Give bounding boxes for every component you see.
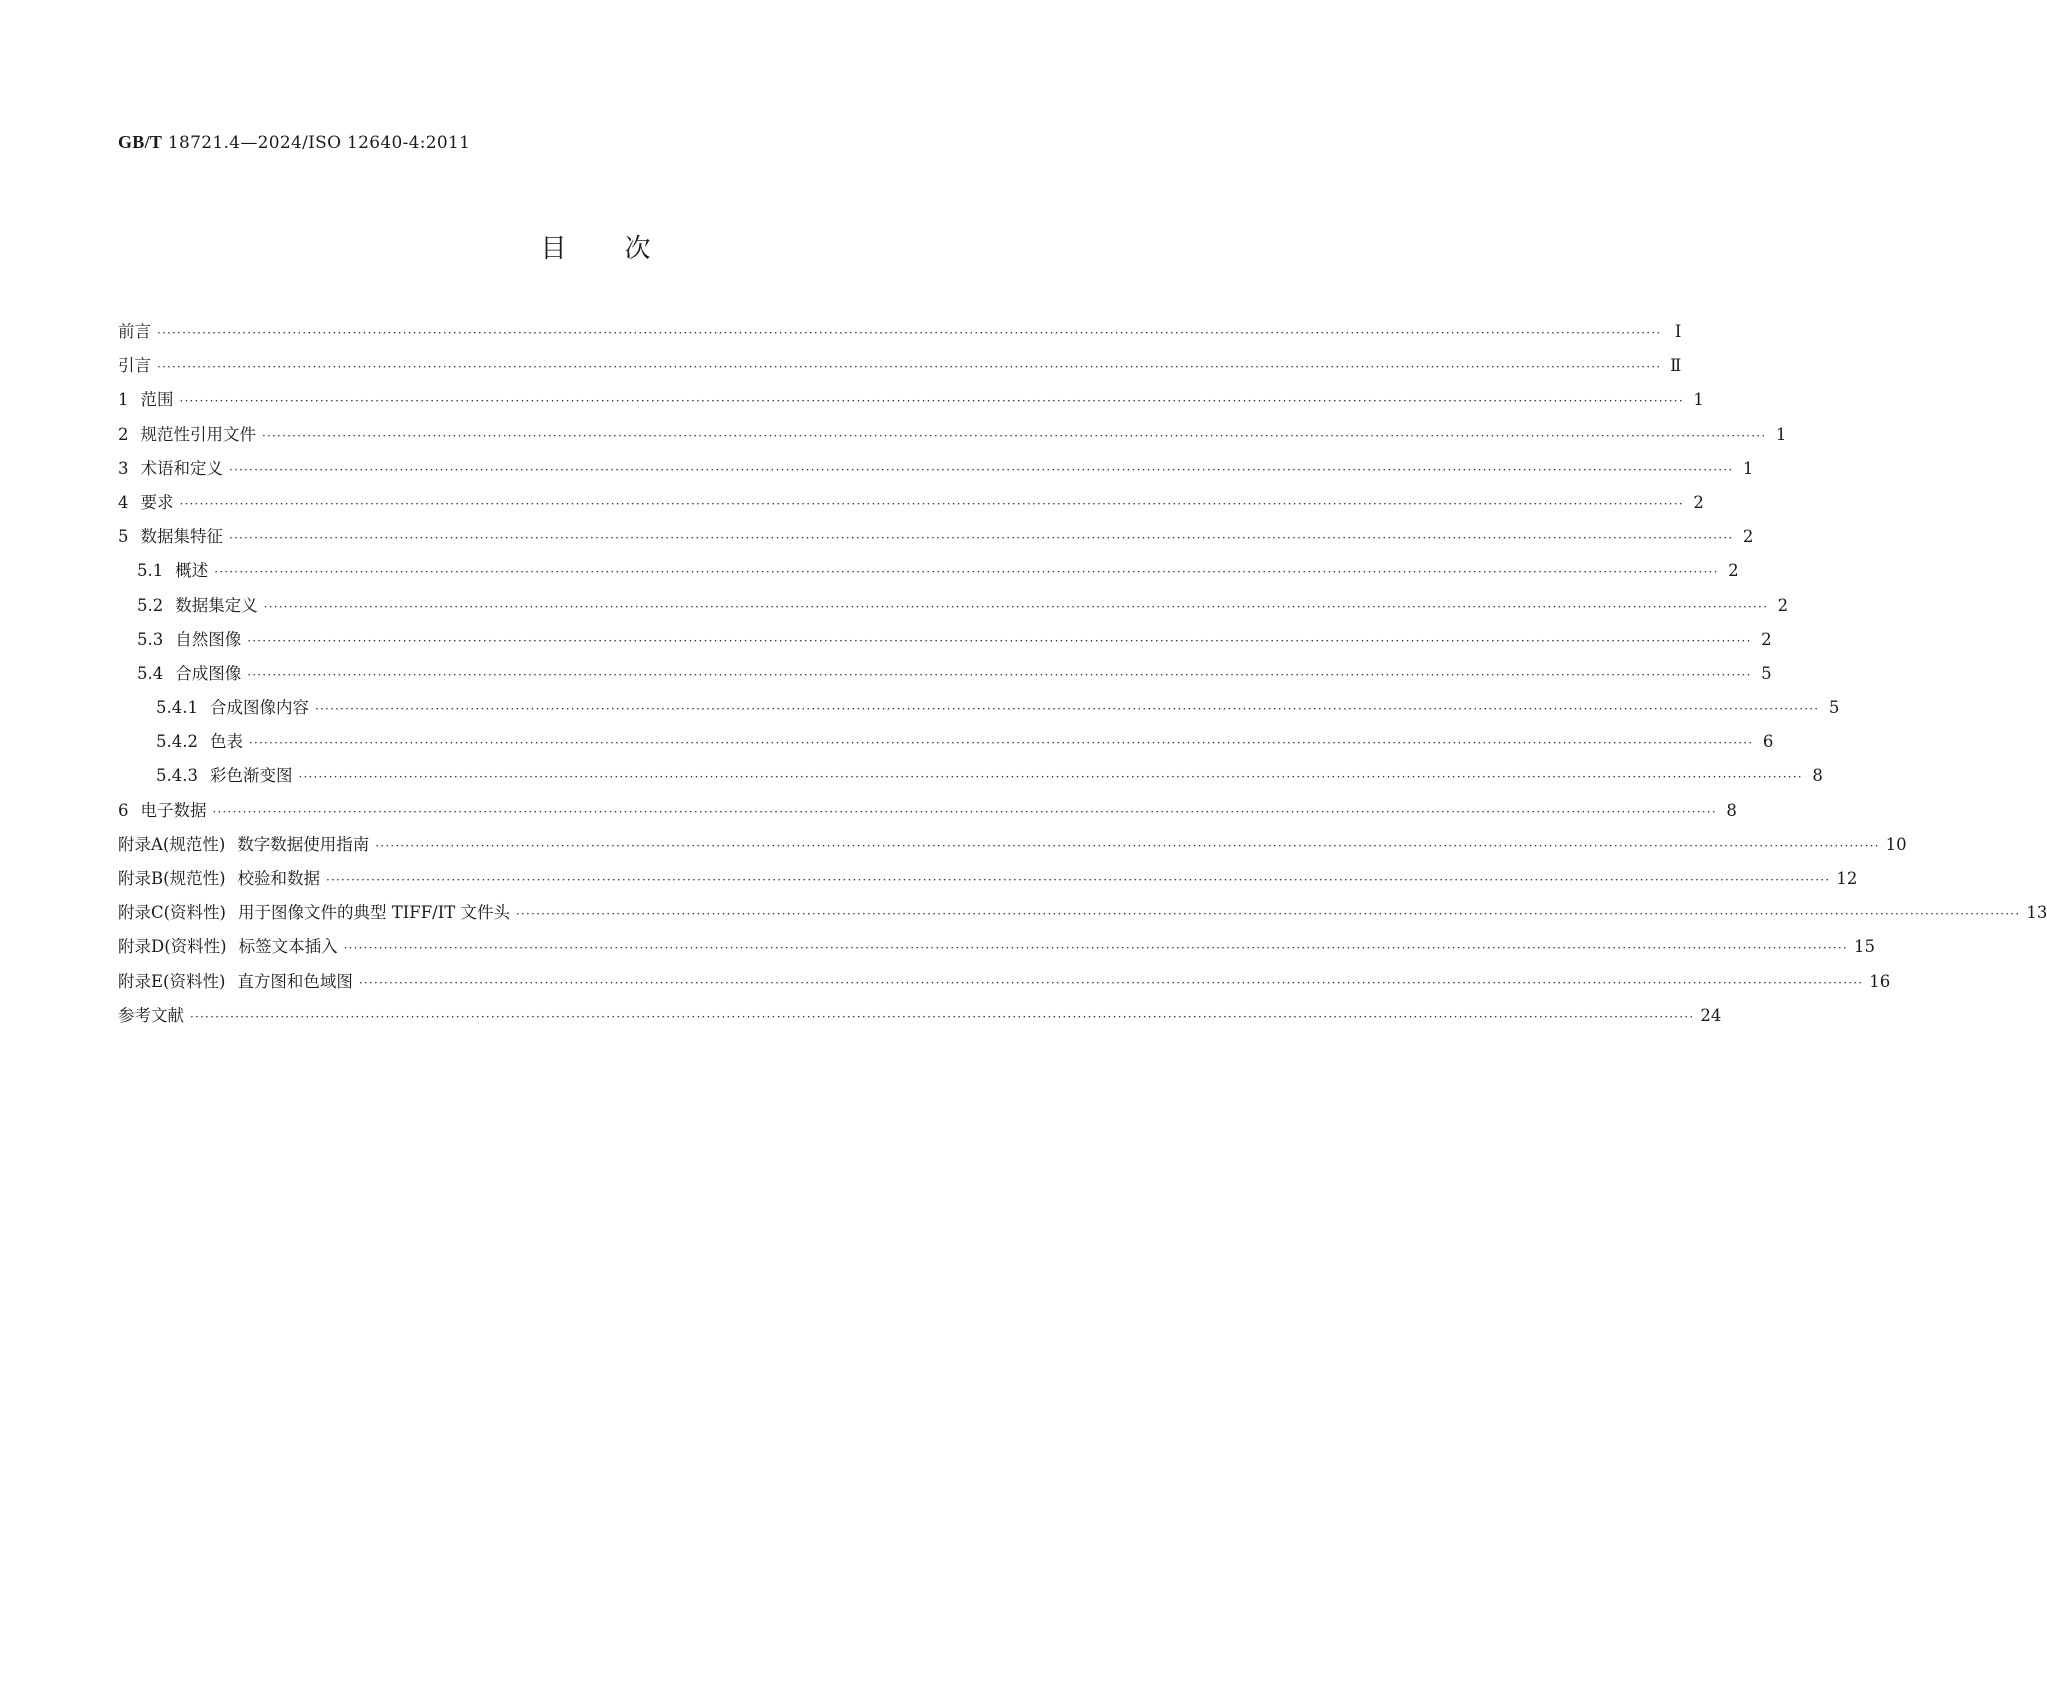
dot-leader: ············································································································································································································································································································ (516, 907, 2021, 922)
toc-entry-label: 用于图像文件的典型 TIFF/IT 文件头 (238, 903, 510, 923)
toc-entry[interactable] (118, 421, 1787, 455)
toc-entry-number: 6 (118, 800, 129, 820)
toc-entry-page: 13 (2026, 903, 2047, 923)
toc-entry-page: 2 (1742, 527, 1754, 547)
toc-entry-number: 5.3 (137, 629, 164, 649)
toc-entry-page: 8 (1726, 800, 1737, 820)
toc-entry-label: 数据集特征 (140, 527, 223, 547)
dot-leader: ············································································································································································································································································································ (343, 941, 1848, 956)
dot-leader: ············································································································································································································································································································ (157, 326, 1662, 340)
toc-entry-page: 5 (1828, 698, 1840, 718)
toc-entry-label: 概述 (175, 561, 209, 581)
toc-entry[interactable] (118, 797, 1737, 831)
toc-entry[interactable] (118, 968, 1891, 1002)
toc-entry-page: 1 (1742, 458, 1754, 478)
dot-leader: ············································································································································································································································································································ (179, 394, 1684, 409)
toc-entry[interactable] (118, 694, 1840, 728)
toc-entry[interactable] (118, 728, 1774, 762)
standard-code: GB/T (118, 132, 163, 152)
toc-entry-label: 直方图和色域图 (237, 971, 353, 991)
dot-leader: ············································································································································································································································································································ (212, 804, 1717, 819)
dot-leader: ············································································································································································································································································································ (358, 975, 1864, 990)
toc-entry[interactable] (118, 592, 1789, 626)
toc-entry[interactable] (118, 318, 1682, 352)
toc-entry-number: 附录E(资料性) (118, 971, 226, 991)
toc-entry-page: 24 (1700, 1005, 1722, 1025)
toc-entry-number: 5.4.3 (156, 766, 198, 786)
toc-entry-page: 1 (1693, 390, 1704, 410)
dot-leader: ············································································································································································································································································································ (247, 667, 1752, 682)
toc-entry-number: 附录D(资料性) (118, 937, 227, 957)
toc-entry[interactable] (118, 865, 1858, 899)
toc-entry-number: 附录C(资料性) (118, 903, 226, 923)
dot-leader: ············································································································································································································································································································ (229, 531, 1734, 546)
toc-entry-number: 5.2 (137, 595, 164, 615)
dot-leader: ············································································································································································································································································································ (247, 633, 1752, 648)
toc-entry-label: 电子数据 (140, 800, 207, 820)
toc-entry-label: 自然图像 (175, 629, 242, 649)
dot-leader: ············································································································································································································································································································ (179, 496, 1684, 511)
toc-entry-page: 8 (1812, 766, 1823, 786)
toc-entry-page: 2 (1728, 561, 1739, 581)
toc-entry-page: 2 (1761, 629, 1772, 649)
toc-entry-page: 6 (1762, 732, 1774, 752)
toc-entry-page: 5 (1761, 663, 1772, 683)
toc-entry-number: 附录B(规范性) (118, 869, 226, 888)
dot-leader: ············································································································································································································································································································ (229, 462, 1734, 477)
toc-entry-label: 要求 (140, 492, 174, 512)
toc-entry[interactable] (118, 626, 1772, 660)
page-title: 目次 (540, 234, 709, 264)
toc-entry-label: 数字数据使用指南 (237, 834, 370, 854)
toc-entry[interactable] (118, 352, 1682, 386)
dot-leader: ············································································································································································································································································································ (214, 565, 1719, 580)
toc-entry-page: Ⅱ (1670, 356, 1682, 376)
toc-entry-label: 标签文本插入 (238, 937, 338, 957)
toc-entry-page: 16 (1869, 971, 1891, 991)
dot-leader: ············································································································································································································································································································ (262, 428, 1767, 443)
toc-entry-label: 规范性引用文件 (140, 424, 256, 444)
toc-entry[interactable] (118, 523, 1754, 557)
toc-entry-label: 前言 (118, 322, 151, 341)
toc-entry[interactable] (118, 455, 1754, 489)
toc-entry-page: Ⅰ (1674, 322, 1682, 341)
dot-leader: ············································································································································································································································································································ (248, 736, 1754, 751)
toc-entry-number: 5.4.2 (156, 732, 198, 752)
standard-number-rest: 18721.4—2024/ISO 12640-4:2011 (162, 133, 471, 153)
toc-entry-page: 12 (1836, 869, 1858, 888)
toc-entry-page: 2 (1693, 492, 1704, 512)
toc-entry-number: 5.4.1 (156, 698, 198, 718)
toc-entry-label: 校验和数据 (237, 869, 320, 888)
toc-entry-number: 1 (118, 390, 129, 410)
toc-entry-label: 范围 (140, 390, 174, 410)
dot-leader: ············································································································································································································································································································ (375, 838, 1880, 853)
toc-entry[interactable] (118, 831, 1907, 865)
toc-entry-label: 引言 (118, 356, 151, 376)
toc-entry-number: 5.4 (137, 663, 164, 683)
dot-leader: ············································································································································································································································································································ (157, 360, 1662, 375)
toc-entry-label: 合成图像 (175, 663, 242, 683)
dot-leader: ············································································································································································································································································································ (314, 702, 1820, 717)
toc-entry-label: 色表 (209, 732, 243, 752)
toc-entry-page: 2 (1777, 595, 1789, 615)
toc-entry[interactable] (118, 489, 1704, 523)
toc-entry[interactable] (118, 933, 1875, 967)
toc-entry[interactable] (118, 899, 2047, 933)
dot-leader: ············································································································································································································································································································ (326, 873, 1831, 887)
toc-entry-page: 10 (1885, 834, 1907, 854)
standard-number (118, 132, 470, 153)
toc-entry-number: 5.1 (137, 561, 164, 581)
toc-entry[interactable] (118, 1002, 1722, 1036)
toc-entry-label: 合成图像内容 (209, 698, 309, 718)
dot-leader: ············································································································································································································································································································ (298, 770, 1803, 785)
toc-entry-label: 彩色渐变图 (209, 766, 293, 786)
toc-entry-label: 术语和定义 (140, 458, 223, 478)
toc-entry-label: 数据集定义 (175, 595, 258, 615)
table-of-contents (118, 318, 2047, 1036)
toc-entry[interactable] (118, 386, 1704, 420)
toc-entry-number: 4 (118, 492, 129, 512)
toc-entry-number: 3 (118, 458, 129, 478)
toc-entry-number: 2 (118, 424, 129, 444)
toc-entry[interactable] (118, 660, 1772, 694)
toc-entry[interactable] (118, 762, 1823, 796)
toc-entry[interactable] (118, 557, 1739, 591)
dot-leader: ············································································································································································································································································································ (190, 1009, 1695, 1024)
dot-leader: ············································································································································································································································································································ (263, 599, 1769, 614)
toc-entry-page: 1 (1775, 424, 1787, 444)
toc-entry-page: 15 (1853, 937, 1875, 957)
toc-entry-label: 参考文献 (118, 1005, 184, 1025)
toc-entry-number: 5 (118, 527, 129, 547)
toc-entry-number: 附录A(规范性) (118, 834, 226, 854)
